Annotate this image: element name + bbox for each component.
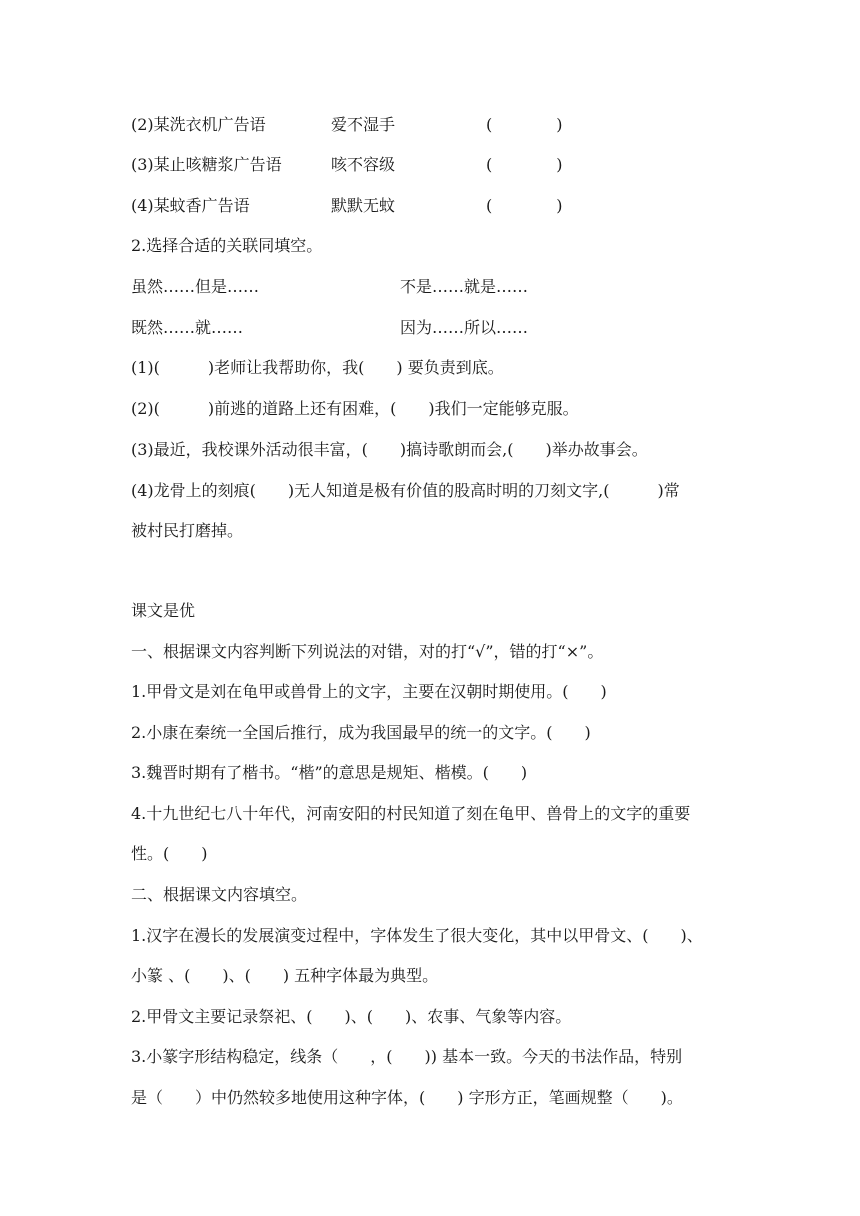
fill-item: 3.小篆字形结构稳定，线条（ ，( )) 基本一致。今天的书法作品，特别	[131, 1047, 683, 1066]
fill-in-item: 被村民打磨掉。	[131, 521, 244, 540]
fill-in-item: (1)( )老师让我帮助你，我( ) 要负责到底。	[131, 358, 504, 377]
ad-slogan: 默默无蚊	[331, 196, 396, 215]
ad-label: (4)某蚊香广告语	[131, 196, 250, 215]
judgment-item: 1.甲骨文是刘在龟甲或兽骨上的文字，主要在汉朝时期使用。( )	[131, 682, 607, 701]
conjunction-option: 虽然……但是……	[131, 277, 260, 296]
part1-heading: 一、根据课文内容判断下列说法的对错，对的打“√”，错的打“×”。	[131, 642, 604, 661]
fill-in-item: (4)龙骨上的刻痕( )无人知道是极有价值的股高时明的刀刻文字,( )常	[131, 481, 680, 500]
part2-heading: 二、根据课文内容填空。	[131, 885, 308, 904]
fill-in-item: (2)( )前逃的道路上还有困难，( )我们一定能够克服。	[131, 399, 579, 418]
conjunction-option: 不是……就是……	[400, 277, 529, 296]
ad-label: (2)某洗衣机广告语	[131, 115, 266, 134]
fill-item: 小篆 、( )、( ) 五种字体最为典型。	[131, 966, 439, 985]
fill-item: 是（ ）中仍然较多地使用这种字体，( ) 字形方正，笔画规整（ )。	[131, 1088, 683, 1107]
answer-blank: ( )	[486, 115, 563, 134]
question-title: 2.选择合适的关联同填空。	[131, 236, 323, 255]
ad-slogan: 咳不容级	[331, 155, 396, 174]
answer-blank: ( )	[486, 196, 563, 215]
judgment-item: 性。( )	[131, 844, 208, 863]
ad-slogan: 爱不湿手	[331, 115, 396, 134]
ad-label: (3)某止咳糖浆广告语	[131, 155, 282, 174]
fill-item: 1.汉字在漫长的发展演变过程中，字体发生了很大变化，其中以甲骨文、( )、	[131, 926, 703, 945]
judgment-item: 2.小康在秦统一全国后推行，成为我国最早的统一的文字。( )	[131, 723, 591, 742]
answer-blank: ( )	[486, 155, 563, 174]
judgment-item: 4.十九世纪七八十年代，河南安阳的村民知道了刻在龟甲、兽骨上的文字的重要	[131, 804, 691, 823]
conjunction-option: 既然……就……	[131, 318, 244, 337]
fill-in-item: (3)最近，我校课外活动很丰富，( )搞诗歌朗而会,( )举办故事会。	[131, 440, 648, 459]
fill-item: 2.甲骨文主要记录祭祀、( )、( )、农事、气象等内容。	[131, 1007, 572, 1026]
judgment-item: 3.魏晋时期有了楷书。“楷”的意思是规矩、楷模。( )	[131, 763, 528, 782]
conjunction-option: 因为……所以……	[400, 318, 529, 337]
section-title: 课文是优	[131, 601, 196, 620]
